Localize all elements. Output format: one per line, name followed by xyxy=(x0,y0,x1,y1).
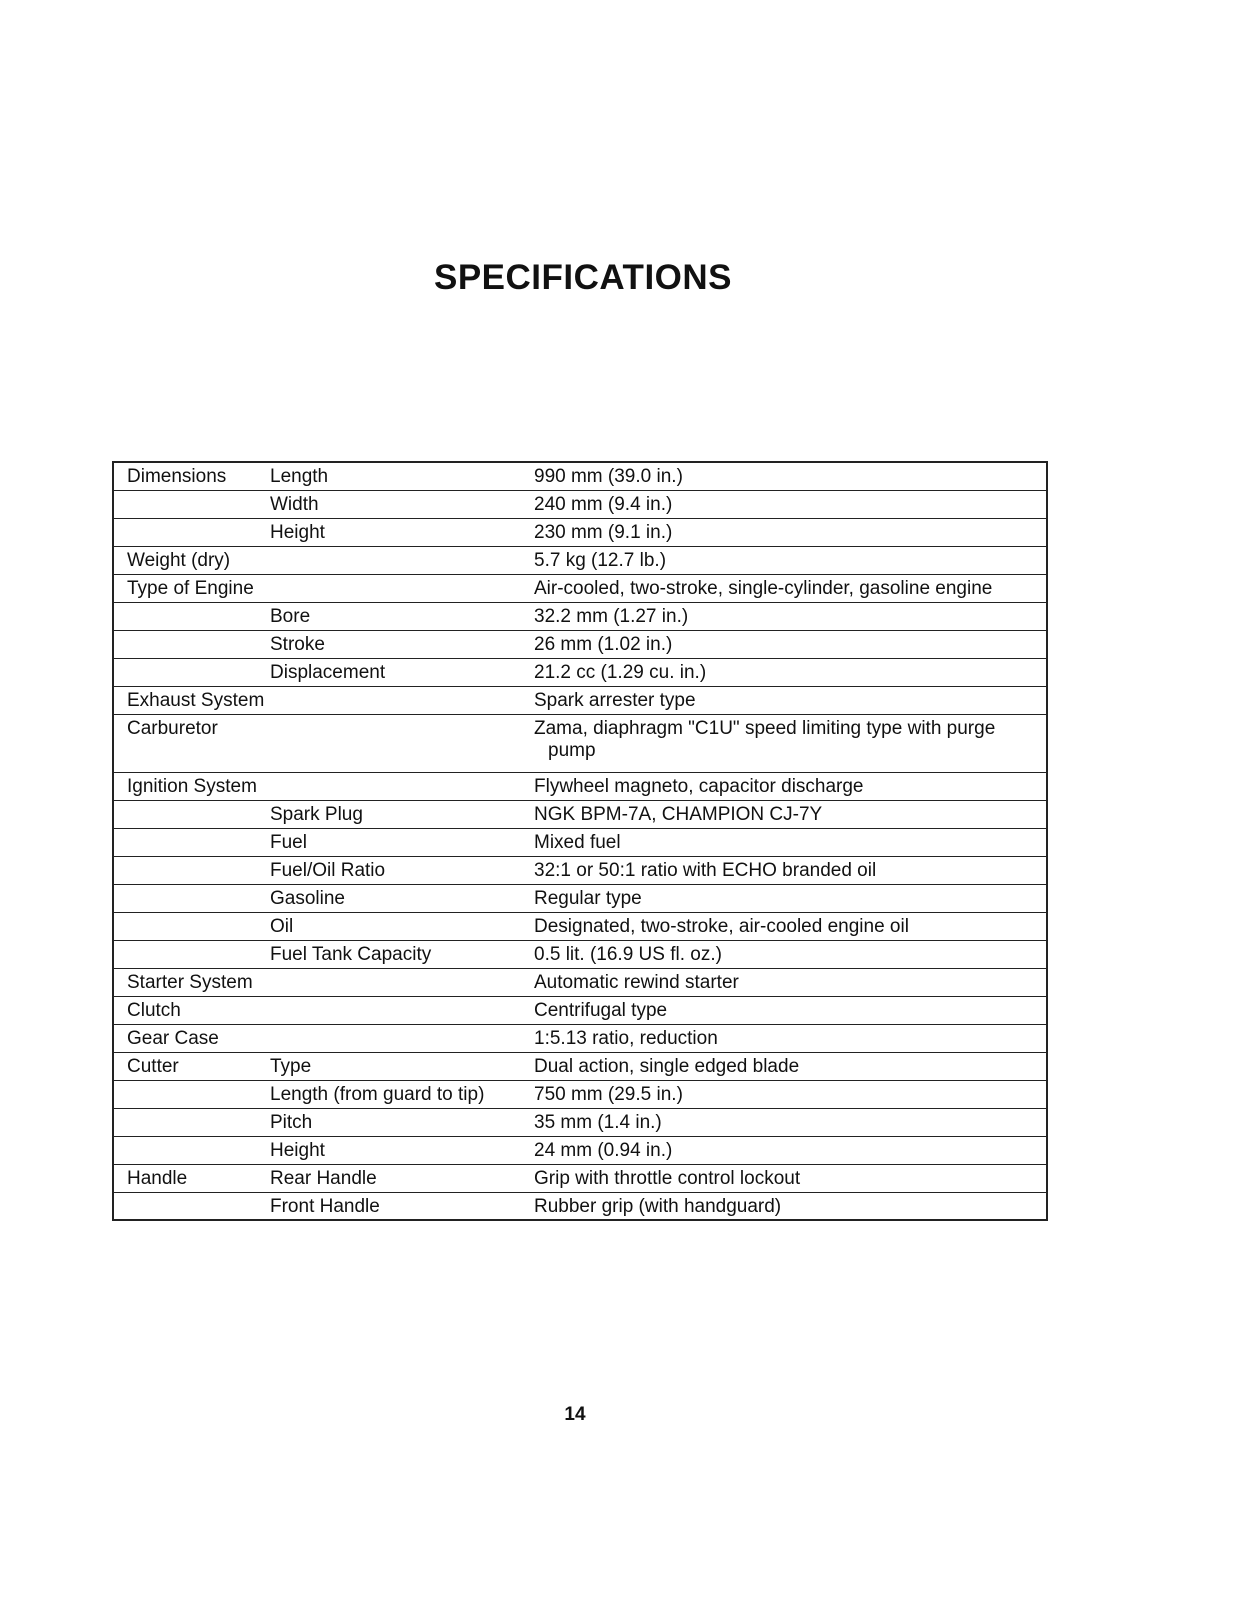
table-row xyxy=(113,1080,1047,1108)
spec-value: 32:1 or 50:1 ratio with ECHO branded oil xyxy=(530,856,1047,884)
spec-category xyxy=(113,800,268,828)
spec-item xyxy=(268,1024,530,1052)
table-row xyxy=(113,968,1047,996)
table-row xyxy=(113,772,1047,800)
spec-value: 240 mm (9.4 in.) xyxy=(530,490,1047,518)
spec-category: Starter System xyxy=(113,968,268,996)
table-row xyxy=(113,714,1047,772)
spec-value xyxy=(530,714,1047,772)
spec-value: 0.5 lit. (16.9 US fl. oz.) xyxy=(530,940,1047,968)
specifications-table xyxy=(112,461,1048,1221)
spec-item: Oil xyxy=(268,912,530,940)
table-row xyxy=(113,996,1047,1024)
spec-value: NGK BPM-7A, CHAMPION CJ-7Y xyxy=(530,800,1047,828)
table-row xyxy=(113,1192,1047,1220)
spec-category xyxy=(113,828,268,856)
spec-item xyxy=(268,574,530,602)
spec-category xyxy=(113,1136,268,1164)
spec-value: Mixed fuel xyxy=(530,828,1047,856)
spec-value: Dual action, single edged blade xyxy=(530,1052,1047,1080)
spec-category: Dimensions xyxy=(113,462,268,490)
spec-value: Regular type xyxy=(530,884,1047,912)
spec-value: 26 mm (1.02 in.) xyxy=(530,630,1047,658)
spec-category xyxy=(113,1192,268,1220)
spec-item xyxy=(268,546,530,574)
spec-category: Weight (dry) xyxy=(113,546,268,574)
spec-value: Air-cooled, two-stroke, single-cylinder, gasoline engine xyxy=(530,574,1047,602)
spec-category: Clutch xyxy=(113,996,268,1024)
spec-category xyxy=(113,1108,268,1136)
spec-item xyxy=(268,772,530,800)
spec-item: Fuel Tank Capacity xyxy=(268,940,530,968)
spec-item: Spark Plug xyxy=(268,800,530,828)
spec-category: Type of Engine xyxy=(113,574,268,602)
spec-value: 750 mm (29.5 in.) xyxy=(530,1080,1047,1108)
spec-item: Height xyxy=(268,518,530,546)
spec-category: Cutter xyxy=(113,1052,268,1080)
spec-value: 230 mm (9.1 in.) xyxy=(530,518,1047,546)
spec-value: 24 mm (0.94 in.) xyxy=(530,1136,1047,1164)
spec-category: Exhaust System xyxy=(113,686,268,714)
spec-category xyxy=(113,490,268,518)
spec-item: Length xyxy=(268,462,530,490)
spec-value: 990 mm (39.0 in.) xyxy=(530,462,1047,490)
table-row xyxy=(113,800,1047,828)
spec-category xyxy=(113,884,268,912)
spec-item: Rear Handle xyxy=(268,1164,530,1192)
spec-value: 1:5.13 ratio, reduction xyxy=(530,1024,1047,1052)
table-row xyxy=(113,1164,1047,1192)
spec-item: Fuel/Oil Ratio xyxy=(268,856,530,884)
spec-value-line: Zama, diaphragm "C1U" speed limiting type with purge xyxy=(534,717,996,739)
spec-value: 32.2 mm (1.27 in.) xyxy=(530,602,1047,630)
spec-item: Front Handle xyxy=(268,1192,530,1220)
spec-item: Gasoline xyxy=(268,884,530,912)
spec-value-line-continued: pump xyxy=(548,739,596,761)
table-row xyxy=(113,940,1047,968)
spec-value: 35 mm (1.4 in.) xyxy=(530,1108,1047,1136)
table-row xyxy=(113,490,1047,518)
spec-item xyxy=(268,686,530,714)
spec-category: Ignition System xyxy=(113,772,268,800)
spec-item xyxy=(268,996,530,1024)
spec-category xyxy=(113,658,268,686)
spec-item: Pitch xyxy=(268,1108,530,1136)
spec-item: Bore xyxy=(268,602,530,630)
spec-category xyxy=(113,912,268,940)
spec-category xyxy=(113,856,268,884)
table-row xyxy=(113,1108,1047,1136)
table-row xyxy=(113,462,1047,490)
table-row xyxy=(113,518,1047,546)
spec-value: Rubber grip (with handguard) xyxy=(530,1192,1047,1220)
table-row xyxy=(113,912,1047,940)
spec-value: Grip with throttle control lockout xyxy=(530,1164,1047,1192)
spec-item: Stroke xyxy=(268,630,530,658)
table-row xyxy=(113,1052,1047,1080)
spec-item: Length (from guard to tip) xyxy=(268,1080,530,1108)
spec-item xyxy=(268,714,530,772)
table-row xyxy=(113,1024,1047,1052)
table-row xyxy=(113,546,1047,574)
spec-category xyxy=(113,630,268,658)
spec-item xyxy=(268,968,530,996)
spec-item: Displacement xyxy=(268,658,530,686)
table-row xyxy=(113,1136,1047,1164)
page-title: SPECIFICATIONS xyxy=(433,258,733,297)
spec-value: 21.2 cc (1.29 cu. in.) xyxy=(530,658,1047,686)
spec-category xyxy=(113,518,268,546)
spec-value: Designated, two-stroke, air-cooled engine oil xyxy=(530,912,1047,940)
table-row xyxy=(113,828,1047,856)
spec-category xyxy=(113,602,268,630)
spec-item: Height xyxy=(268,1136,530,1164)
table-row xyxy=(113,884,1047,912)
spec-value: Spark arrester type xyxy=(530,686,1047,714)
spec-item: Type xyxy=(268,1052,530,1080)
table-row xyxy=(113,856,1047,884)
spec-category: Handle xyxy=(113,1164,268,1192)
spec-item: Width xyxy=(268,490,530,518)
spec-value: Centrifugal type xyxy=(530,996,1047,1024)
table-row xyxy=(113,602,1047,630)
table-row xyxy=(113,630,1047,658)
spec-value: Flywheel magneto, capacitor discharge xyxy=(530,772,1047,800)
spec-category: Gear Case xyxy=(113,1024,268,1052)
table-row xyxy=(113,686,1047,714)
page-number: 14 xyxy=(564,1404,586,1425)
spec-category xyxy=(113,940,268,968)
table-row xyxy=(113,658,1047,686)
spec-item: Fuel xyxy=(268,828,530,856)
spec-value: 5.7 kg (12.7 lb.) xyxy=(530,546,1047,574)
spec-value: Automatic rewind starter xyxy=(530,968,1047,996)
spec-category xyxy=(113,1080,268,1108)
specifications-table-body xyxy=(113,462,1047,1220)
table-row xyxy=(113,574,1047,602)
spec-category: Carburetor xyxy=(113,714,268,772)
